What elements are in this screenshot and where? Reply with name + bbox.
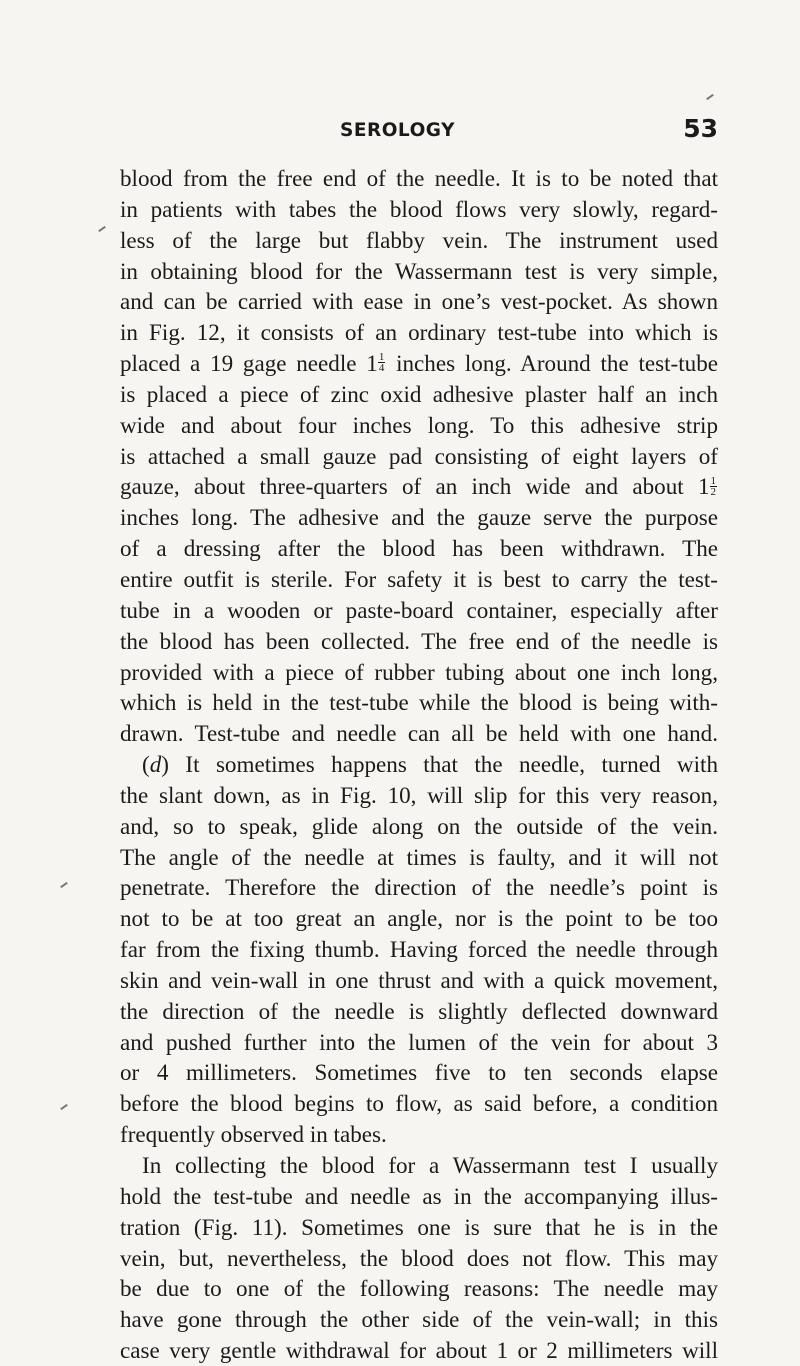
text-line: be due to one of the following reasons: The needle may xyxy=(120,1275,718,1302)
fraction-numerator: 1 xyxy=(378,351,385,364)
fraction xyxy=(710,476,718,497)
text-line: and pushed further into the lumen of the vein for about 3 xyxy=(120,1028,718,1055)
text-line: in Fig. 12, it consists of an ordinary test-tube into which is xyxy=(120,319,718,346)
text-line: case very gentle withdrawal for about 1 or 2 millimeters will xyxy=(120,1337,718,1364)
text-line: far from the fixing thumb. Having forced the needle through xyxy=(120,936,718,963)
text-line: or 4 millimeters. Sometimes five to ten seconds elapse xyxy=(120,1059,718,1086)
fraction-denominator: 4 xyxy=(378,362,385,375)
text-segment: ) xyxy=(161,751,169,778)
margin-mark xyxy=(60,882,68,888)
text-line: The angle of the needle at times is faulty, and it will not xyxy=(120,843,718,870)
text-line: is placed a piece of zinc oxid adhesive plaster half an inch xyxy=(120,380,718,407)
text-line: drawn. Test-tube and needle can all be held with one hand. xyxy=(120,720,718,747)
paragraph-end-line: frequently observed in tabes. xyxy=(120,1121,387,1148)
text-line: tration (Fig. 11). Sometimes one is sure that he is in the xyxy=(120,1213,718,1240)
text-line: hold the test-tube and needle as in the accompanying illus- xyxy=(120,1182,718,1209)
page-number: 53 xyxy=(683,114,718,143)
text-line-with-fraction xyxy=(120,471,718,502)
text-line: wide and about four inches long. To this adhesive strip xyxy=(120,411,718,438)
text-line: have gone through the other side of the vein-wall; in this xyxy=(120,1306,718,1333)
text-line: less of the large but flabby vein. The instrument used xyxy=(120,226,718,253)
text-line: the slant down, as in Fig. 10, will slip for this very reason, xyxy=(120,781,718,808)
text-line: is attached a small gauze pad consisting of eight layers of xyxy=(120,442,718,469)
margin-mark xyxy=(98,226,106,232)
text-line-with-fraction xyxy=(120,348,718,379)
text-line: vein, but, nevertheless, the blood does not flow. This may xyxy=(120,1244,718,1271)
margin-mark xyxy=(706,94,714,100)
fraction-denominator: 2 xyxy=(710,485,716,498)
text-line: not to be at too great an angle, nor is the point to be too xyxy=(120,905,718,932)
paragraph-start-line xyxy=(120,749,718,780)
text-line: in patients with tabes the blood flows very slowly, regard- xyxy=(120,195,718,222)
text-line: before the blood begins to flow, as said before, a condition xyxy=(120,1090,718,1117)
text-segment: placed a 19 gage needle 1 xyxy=(120,350,378,377)
margin-mark xyxy=(60,1104,68,1110)
text-line: of a dressing after the blood has been withdrawn. The xyxy=(120,535,718,562)
text-line: in obtaining blood for the Wassermann test is very simple, xyxy=(120,257,718,284)
body-text xyxy=(120,163,718,1366)
running-head xyxy=(120,114,718,144)
text-line: skin and vein-wall in one thrust and with a quick movement, xyxy=(120,966,718,993)
text-line: and can be carried with ease in one’s vest-pocket. As shown xyxy=(120,288,718,315)
text-line: entire outfit is sterile. For safety it is best to carry the test- xyxy=(120,565,718,592)
text-line: the direction of the needle is slightly deflected downward xyxy=(120,997,718,1024)
paragraph-start-line: In collecting the blood for a Wassermann test I usually xyxy=(142,1152,718,1178)
fraction-numerator: 1 xyxy=(710,474,716,487)
text-line: tube in a wooden or paste-board container, especially after xyxy=(120,596,718,623)
running-title: SEROLOGY xyxy=(340,120,455,141)
text-line: the blood has been collected. The free end of the needle is xyxy=(120,627,718,654)
text-line: inches long. The adhesive and the gauze serve the purpose xyxy=(120,504,718,531)
text-line: penetrate. Therefore the direction of the needle’s point is xyxy=(120,874,718,901)
text-segment: ( xyxy=(142,751,150,778)
text-segment: gauze, about three-quarters of an inch wide and about 1 xyxy=(120,473,710,500)
text-line: which is held in the test-tube while the blood is being with- xyxy=(120,689,718,716)
italic-letter: d xyxy=(149,751,162,778)
text-segment: inches long. Around the test-tube xyxy=(386,350,718,377)
text-line: blood from the free end of the needle. It is to be noted that xyxy=(120,165,718,191)
text-segment: It sometimes happens that the needle, turned with xyxy=(168,751,718,778)
fraction xyxy=(378,352,386,373)
text-line: and, so to speak, glide along on the outside of the vein. xyxy=(120,812,718,839)
text-line: provided with a piece of rubber tubing about one inch long, xyxy=(120,658,718,685)
